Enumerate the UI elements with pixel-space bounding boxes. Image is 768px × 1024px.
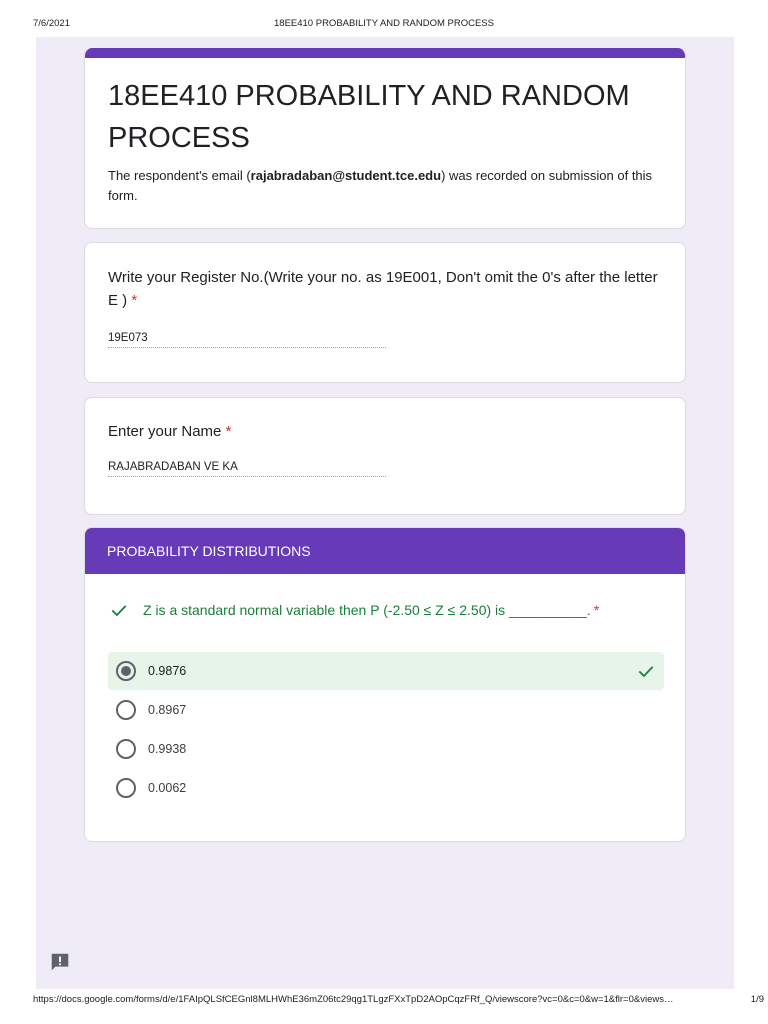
required-asterisk: * <box>593 602 600 618</box>
email-note-prefix: The respondent's email ( <box>108 168 251 183</box>
name-answer: RAJABRADABAN VE KA <box>108 461 386 477</box>
mc-question-text: Z is a standard normal variable then P (-2.50 ≤ Z ≤ 2.50) is __________. <box>143 602 591 618</box>
respondent-email: rajabradaban@student.tce.edu <box>250 168 442 183</box>
required-asterisk: * <box>131 292 138 309</box>
radio-unchecked-icon[interactable] <box>116 739 136 759</box>
accent-bar <box>85 48 685 58</box>
option-label: 0.9938 <box>148 742 187 756</box>
question-card-name <box>84 397 686 515</box>
option-label: 0.0062 <box>148 781 187 795</box>
email-note-suffix: ) was recorded on submission of this form. <box>108 168 653 203</box>
radio-checked-icon[interactable] <box>116 661 136 681</box>
radio-unchecked-icon[interactable] <box>116 700 136 720</box>
check-icon <box>636 661 656 681</box>
check-icon <box>109 600 129 620</box>
option-correct[interactable] <box>108 652 664 690</box>
page-number: 1/9 <box>750 994 764 1005</box>
option-label: 0.8967 <box>148 703 187 717</box>
mc-question-title <box>109 600 669 620</box>
question-title-register <box>108 266 668 312</box>
section-title: PROBABILITY DISTRIBUTIONS <box>107 543 311 559</box>
option[interactable] <box>108 691 664 729</box>
required-asterisk: * <box>225 423 232 440</box>
question-card-register <box>84 242 686 383</box>
question-text: Enter your Name <box>108 423 222 440</box>
print-title: 18EE410 PROBABILITY AND RANDOM PROCESS <box>274 18 494 29</box>
radio-unchecked-icon[interactable] <box>116 778 136 798</box>
print-url: https://docs.google.com/forms/d/e/1FAIpQLSfCEGnl8MLHWhE36mZ06tc29qg1TLgzFXxTpD2AOpCqzFRf_Q/viewscore?vc=0&c=0&w=1&flr=0&views… <box>33 994 674 1005</box>
print-header <box>0 18 768 32</box>
question-title-name <box>108 420 668 443</box>
report-problem-icon[interactable] <box>49 951 71 973</box>
print-footer <box>0 994 768 1008</box>
section-header <box>85 528 685 574</box>
question-text: Write your Register No.(Write your no. as 19E001, Don't omit the 0's after the letter E ) <box>108 269 658 309</box>
form-title: 18EE410 PROBABILITY AND RANDOM PROCESS <box>108 80 630 154</box>
option[interactable] <box>108 769 664 807</box>
option[interactable] <box>108 730 664 768</box>
form-title-card <box>84 48 686 229</box>
print-date: 7/6/2021 <box>33 18 70 29</box>
register-answer: 19E073 <box>108 332 386 348</box>
option-label: 0.9876 <box>148 664 187 678</box>
email-note <box>108 166 668 206</box>
section-card-probability <box>84 527 686 842</box>
